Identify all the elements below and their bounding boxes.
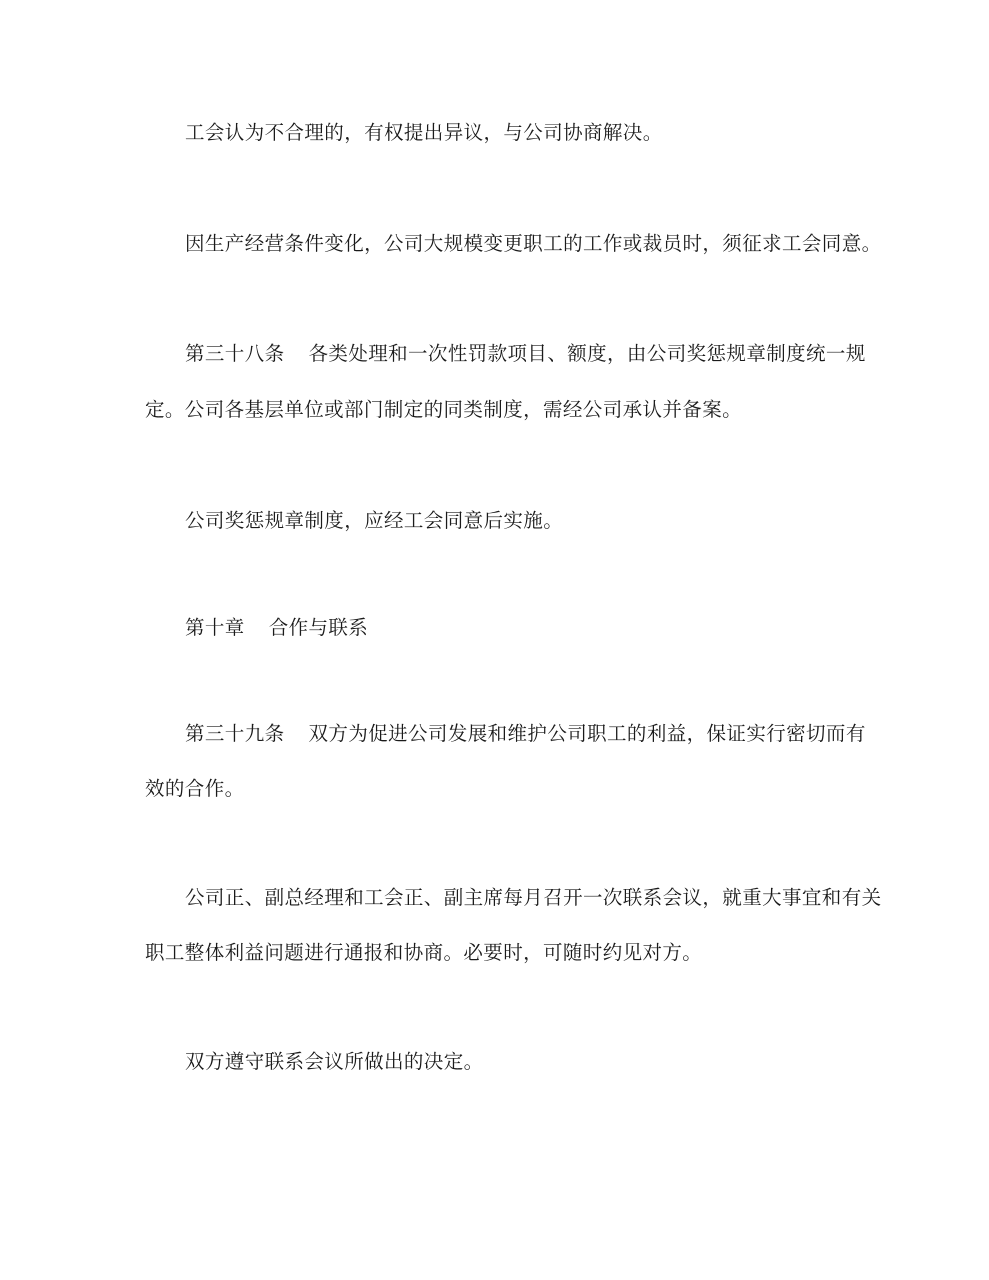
paragraph-text: 双方遵守联系会议所做出的决定。 [185,1050,484,1073]
paragraph-text: 公司奖惩规章制度，应经工会同意后实施。 [185,509,564,532]
paragraph-line [185,509,563,533]
paragraph-line [185,886,882,910]
article-number: 第三十八条 [185,342,285,365]
paragraph-text: 效的合作。 [145,777,245,800]
article-number: 第三十九条 [185,722,285,745]
paragraph-line [185,1050,484,1074]
paragraph-line [185,232,882,256]
chapter-title: 合作与联系 [268,616,369,639]
paragraph-line [145,941,702,965]
paragraph-line [145,777,245,801]
paragraph-line [145,398,742,422]
paragraph-text: 职工整体利益问题进行通报和协商。必要时，可随时约见对方。 [145,941,703,964]
paragraph-text: 公司正、副总经理和工会正、副主席每月召开一次联系会议，就重大事宜和有关 [185,886,882,909]
paragraph-text: 因生产经营条件变化，公司大规模变更职工的工作或裁员时，须征求工会同意。 [185,232,882,255]
paragraph-text: 各类处理和一次性罚款项目、额度，由公司奖惩规章制度统一规 [308,342,866,365]
paragraph-text: 定。公司各基层单位或部门制定的同类制度，需经公司承认并备案。 [145,398,743,421]
article-first-line [185,722,866,746]
paragraph-line [185,121,663,145]
article-first-line [185,342,866,366]
paragraph-text: 工会认为不合理的，有权提出异议，与公司协商解决。 [185,121,663,144]
paragraph-text: 双方为促进公司发展和维护公司职工的利益，保证实行密切而有 [308,722,866,745]
chapter-number: 第十章 [185,616,245,639]
chapter-heading [185,616,368,640]
